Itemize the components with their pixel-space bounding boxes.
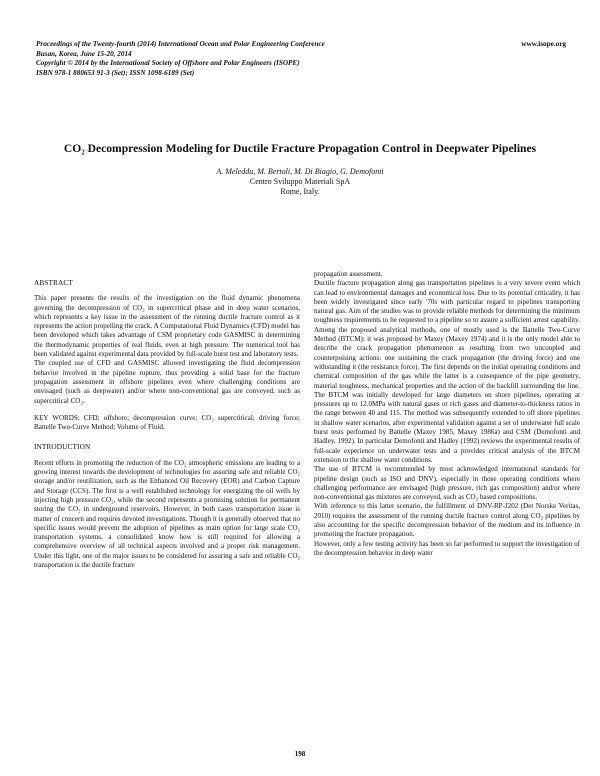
conference-header: [36, 40, 566, 78]
right-paragraph-3: With reference to this latter scenario, the fulfillment of DNV-RP-J202 (Det Norske Veritas, 2010) requires the assessment of the running ductile fracture control along CO₂ pipelines by also accounting for the specific decompression behavior of the medium and its influence in promoting the fracture propagation.: [314, 502, 580, 539]
header-line-3: Copyright © 2014 by the International Society of Offshore and Polar Engineers (ISOPE): [36, 59, 300, 68]
right-paragraph-1: Ductile fracture propagation along gas transportation pipelines is a very severe event which can lead to environmental damages and economical loss. Due to its potential criticality, it has been widely investigated since early '70s with particular regard to pipelines transporting natural gas. Aim of the studies was to provide reliable methods for determining the minimum toughness requirements to be requested to a pipeline so to assure a sufficient arrest capability. Among the proposed analytical methods, one of mostly used is the Battelle Two-Curve Method (BTCM): it was proposed by Maxey (Maxey 1974) and it is the only model able to describe the crack propagation phenomenon as resulting from two uncoupled and counterpoising actions: one sustaining the crack propagation (the driving force) and one withstanding it (the resistance force). The first depends on the initial operating conditions and chemical composition of the gas while the latter is a consequence of the pipe geometry, material toughness, mechanical properties and the action of the backfill surrounding the line. The BTCM was initially developed for large diameters on shore pipelines, operating at pressures up to 12.0MPa with natural gases or rich gases and diameter-to-thickness ratios in the range between 40 and 115. The method was subsequently extended to off shore pipelines in shallow water scenarios, after experimental validation against a set of underwater full scale burst tests performed by Battelle (Maxey 1985, Maxey 1986a) and CSM (Demofonti and Hadley, 1992). In particular Demofonti and Hadley (1992) reviews the experimental results of full-scale experience on underwater tests and a provides critical analysis of the BTCM extension to the shallow water conditions.: [314, 279, 580, 464]
author-block: [20, 167, 580, 198]
page-number: 198: [294, 750, 306, 758]
introduction-paragraph-1: Recent efforts in promoting the reduction of the CO₂ atmospheric emissions are leading to a growing interest towards the development of technologies for assuring safe and reliable CO₂ storage and/or reutilization, such as the Enhanced Oil Recovery (EOR) and Carbon Capture and Storage (CCS). The first is a well established technology for energizing the oil wells by injecting high pressure CO₂, while the second represents a promising solution for permanent storing the CO₂ in underground reservoirs. However, in both cases transportation issue is matter of concern and requires devoted investigations. Though it is generally observed that no specific issues would prevent the adoption of pipelines as main option for large scale CO₂ transportation systems, a consolidated know how is still required for allowing a comprehensive overview of all technical aspects involved and a proper risk management. Under this light, one of the major issues to be considered for assuring a safe and reliable CO₂ transportation is the ductile fracture: [34, 458, 300, 570]
right-paragraph-2: The use of BTCM is recommended by most acknowledged international standards for pipeline design (such as ISO and DNV), especially in those operating conditions where challenging performance are envisaged (high pressure, rich gas composition) and/or where non-conventional gas mixtures are conveyed, such as CO₂ based compositions.: [314, 465, 580, 502]
author-affiliation: Centro Sviluppo Materiali SpA: [249, 177, 351, 187]
left-column: [34, 278, 300, 570]
header-url[interactable]: www.isope.org: [521, 40, 566, 48]
paper-title: CO₂ Decompression Modeling for Ductile Fracture Propagation Control in Deepwater Pipelines: [63, 142, 537, 155]
author-location: Rome, Italy.: [280, 187, 320, 197]
introduction-heading: INTRODUCTION: [34, 442, 91, 452]
keywords: KEY WORDS: CFD; offshore; decompression curve; CO₂ supercritical; driving force; Battelle Two-Curve Method; Volume of Fluid.: [34, 413, 300, 432]
header-line-1: Proceedings of the Twenty-fourth (2014) International Ocean and Polar Engineering Conference: [36, 40, 325, 48]
right-paragraph-4: However, only a few testing activity has been so far performed to support the investigation of the decompression behavior in deep water: [314, 539, 580, 557]
abstract-paragraph-2: The coupled use of CFD and GASMISC allowed investigating the fluid decompression behavior involved in the pipeline rupture, thus providing a solid base for the fracture propagation assessment in offshore pipelines even where challenging conditions are envisaged (such as deepwater) and/or where non-conventional gas are conveyed, such as supercritical CO₂.: [34, 359, 300, 405]
right-paragraph-0: propagation assessment.: [314, 270, 383, 278]
header-line-2: Busan, Korea, June 15-20, 2014: [36, 49, 132, 58]
abstract-heading: ABSTRACT: [34, 278, 73, 287]
author-names: A. Meleddu, M. Bertoli, M. Di Biagio, G. Demofonti: [216, 167, 384, 176]
right-column: [314, 270, 580, 558]
abstract-paragraph-1: This paper presents the results of the investigation on the fluid dynamic phenomena governing the decompression of CO₂ in supercritical phase and in deep water scenarios, which represents a key issue in the assessment of the running ductile fracture control as it represents the action propelling the crack. A Computational Fluid Dynamics (CFD) model has been developed which takes advantage of CSM proprietary code GASMISC in determining the thermodynamic properties of real fluids, even at high pressure. The numerical tool has been validated against experimental data provided by full-scale burst test and laboratory tests.: [34, 294, 300, 359]
header-line-4: ISBN 978-1 880653 91-3 (Set); ISSN 1098-6189 (Set): [36, 68, 195, 77]
